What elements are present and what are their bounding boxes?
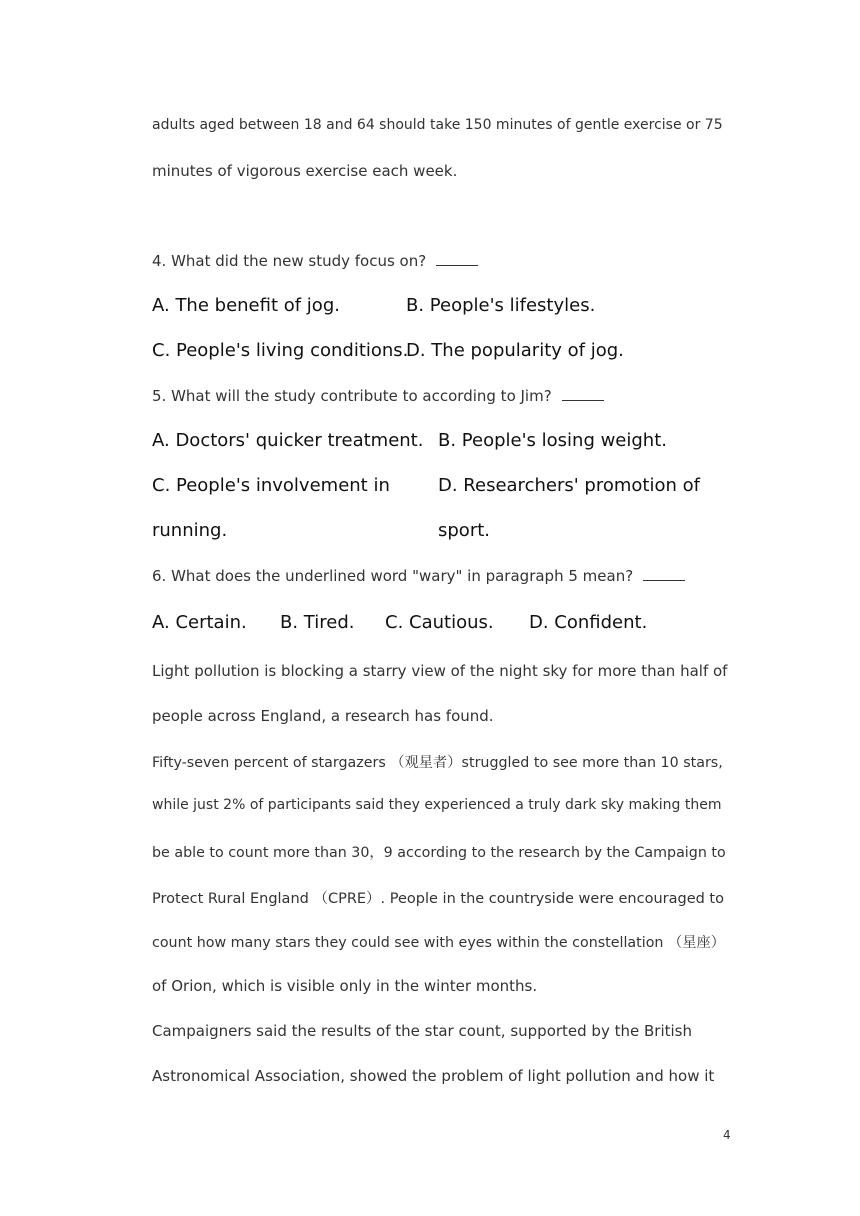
q6-option-a: A. Certain. [152,612,247,633]
question-6-stem: 6. What does the underlined word "wary" in paragraph 5 mean? [152,567,634,585]
passage-line: people across England, a research has found. [152,707,494,725]
passage-line: Fifty-seven percent of stargazers （观星者）struggled to see more than 10 stars, [152,755,723,771]
q4-option-b: B. People's lifestyles. [406,295,596,316]
q4-option-a: A. The benefit of jog. [152,295,340,316]
answer-blank [562,400,604,401]
passage-line: count how many stars they could see with eyes within the constellation （星座） [152,935,725,951]
question-4-stem: 4. What did the new study focus on? [152,252,427,270]
q5-option-a: A. Doctors' quicker treatment. [152,430,424,451]
passage-line: Protect Rural England （CPRE）. People in the countryside were encouraged to [152,891,724,907]
passage-line: be able to count more than 30，9 according to the research by the Campaign to [152,845,726,861]
q6-option-b: B. Tired. [280,612,355,633]
q5-option-d-line1: D. Researchers' promotion of [438,475,700,496]
passage-line: adults aged between 18 and 64 should take 150 minutes of gentle exercise or 75 [152,117,723,133]
passage-line: while just 2% of participants said they experienced a truly dark sky making them [152,797,722,813]
passage-line: of Orion, which is visible only in the winter months. [152,977,538,995]
question-5 [152,387,604,405]
passage-line: Light pollution is blocking a starry view of the night sky for more than half of [152,662,728,680]
q6-option-c: C. Cautious. [385,612,494,633]
q6-option-d: D. Confident. [529,612,648,633]
q5-option-c-line2: running. [152,520,228,541]
q5-option-b: B. People's losing weight. [438,430,667,451]
question-5-stem: 5. What will the study contribute to according to Jim? [152,387,552,405]
passage-line: minutes of vigorous exercise each week. [152,162,458,180]
q4-option-d: D. The popularity of jog. [406,340,624,361]
q4-option-c: C. People's living conditions. [152,340,409,361]
answer-blank [436,265,478,266]
answer-blank [643,580,685,581]
q5-option-d-line2: sport. [438,520,490,541]
passage-line: Campaigners said the results of the star count, supported by the British [152,1022,692,1040]
q5-option-c-line1: C. People's involvement in [152,475,390,496]
question-4 [152,252,478,270]
question-6 [152,567,685,585]
passage-line: Astronomical Association, showed the problem of light pollution and how it [152,1067,715,1085]
page-number: 4 [723,1128,731,1142]
